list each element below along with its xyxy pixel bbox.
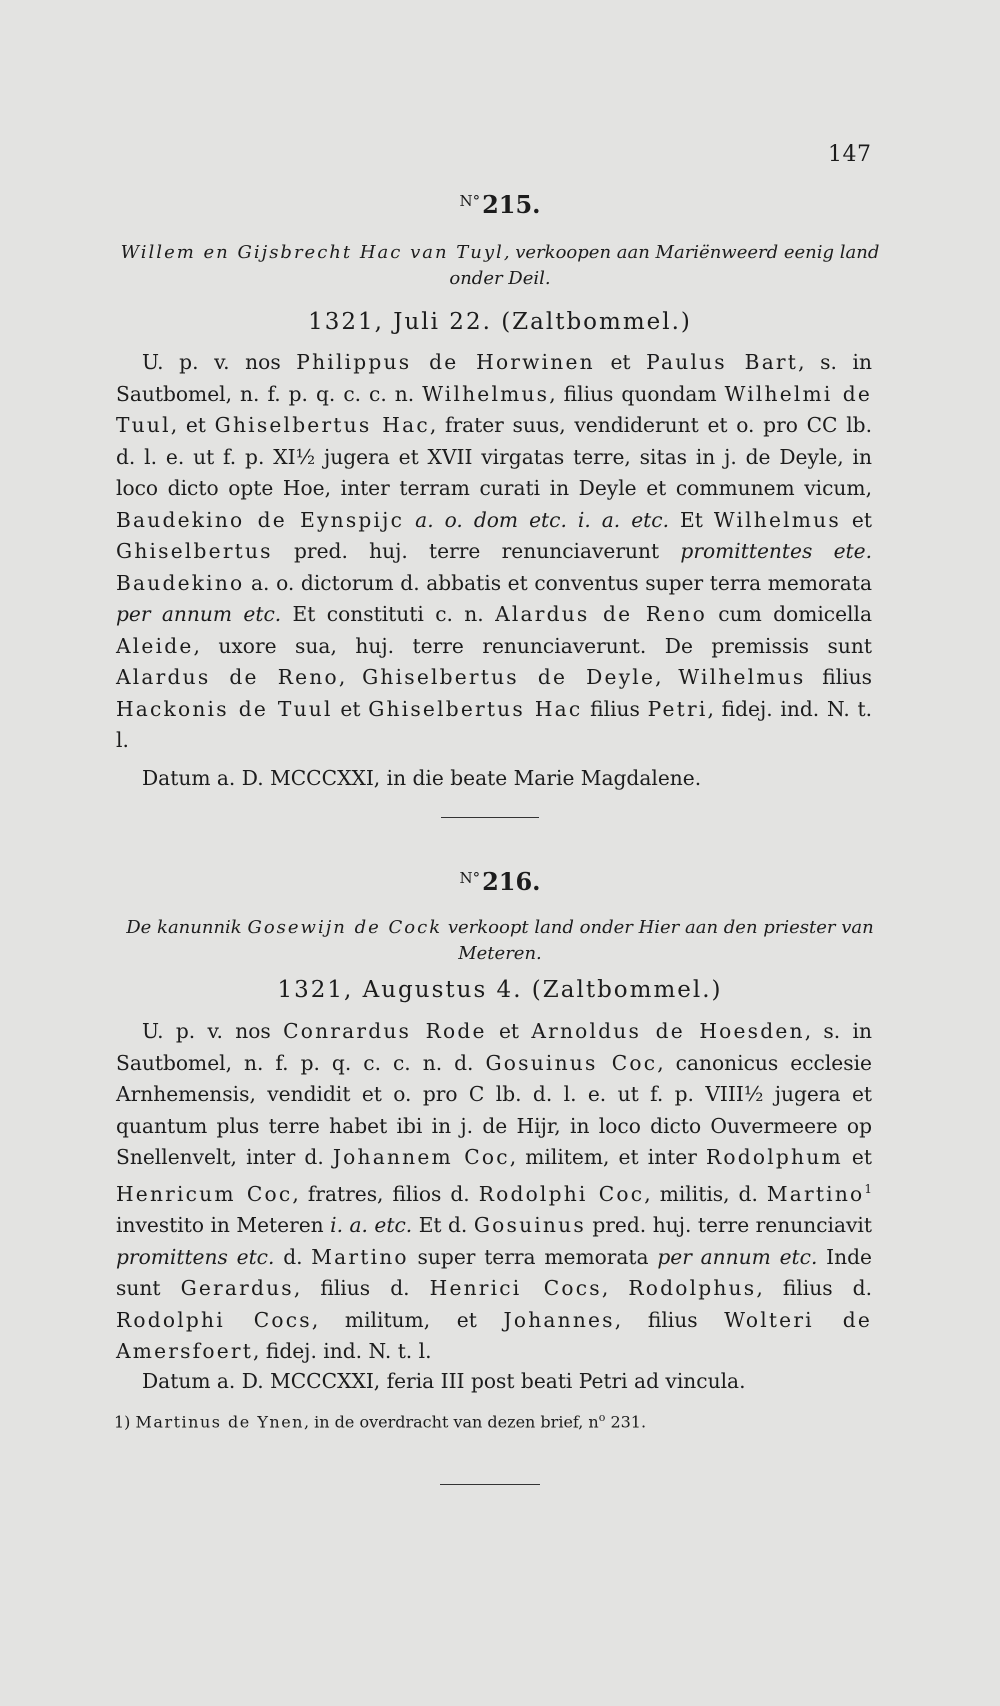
- charter-body-215: U. p. v. nos Philippus de Horwinen et Paulus Bart, s. in Sautbomel, n. f. p. q. c. c. n. Wilhelmus, filius quondam Wilhelmi de Tuul, et Ghiselbertus Hac, frater suus, vendiderunt et o. pro CC lb. d. l. e. ut f. p. XI½ jugera et XVII virgatas terre, sitas in j. de Deyle, in loco dicto opte Hoe, inter terram curati in Deyle et communem vicum, Baudekino de Eynspijc a. o. dom etc. i. a. etc. Et Wilhelmus et Ghiselbertus pred. huj. terre renunciaverunt promittentes ete. Baudekino a. o. dictorum d. abbatis et conventus super terra memorata per annum etc. Et constituti c. n. Alardus de Reno cum domicella Aleide, uxore sua, huj. terre renunciaverunt. De premissis sunt Alardus de Reno, Ghiselbertus de Deyle, Wilhelmus filius Hackonis de Tuul et Ghiselbertus Hac filius Petri, fidej. ind. N. t. l.: [116, 350, 873, 752]
- charter-summary-216: De kanunnik Gosewijn de Cock verkoopt land onder Hier aan den priester van Meteren.: [126, 917, 874, 964]
- charter-summary-215: [116, 240, 884, 292]
- charter-number: 216.: [482, 867, 541, 896]
- footnote-marker: 1: [864, 1181, 873, 1196]
- charter-heading-215: [0, 190, 1000, 219]
- charter-number-prefix: N°: [459, 869, 481, 887]
- charter-datum-216: Datum a. D. MCCCXXI, feria III post beati Petri ad vincula.: [142, 1369, 746, 1393]
- charter-date-215: 1321, Juli 22. (Zaltbommel.): [308, 309, 692, 335]
- summary-names: Willem en Gijsbrecht Hac van Tuyl: [120, 242, 504, 263]
- section-divider: [440, 1484, 540, 1485]
- summary-text: , verkoopen aan Mariënweerd eenig land onder Deil.: [449, 242, 880, 289]
- charter-datum-215: Datum a. D. MCCCXXI, in die beate Marie Magdalene.: [142, 766, 702, 790]
- charter-date-216: 1321, Augustus 4. (Zaltbommel.): [277, 977, 723, 1003]
- charter-number: 215.: [482, 190, 541, 219]
- charter-number-prefix: N°: [459, 192, 481, 210]
- charter-body-216: U. p. v. nos Conrardus Rode et Arnoldus de Hoesden, s. in Sautbomel, n. f. p. q. c. c. n. d. Gosuinus Coc, canonicus ecclesie Arnhemensis, vendidit et o. pro C lb. d. l. e. ut f. p. VIII½ jugera et quantum plus terre habet ibi in j. de Hijr, in loco dicto Ouvermeere op Snellenvelt, inter d. Johannem Coc, militem, et inter Rodolphum et Henricum Coc, fratres, filios d. Rodolphi Coc, militis, d. Martino$^1$ investito in Meteren i. a. etc. Et d. Gosuinus pred. huj. terre renunciavit promittens etc. d. Martino super terra memorata per annum etc. Inde sunt Gerardus, filius d. Henrici Cocs, Rodolphus, filius d. Rodolphi Cocs, militum, et Johannes, filius Wolteri de Amersfoert, fidej. ind. N. t. l.: [116, 1019, 873, 1363]
- charter-heading-216: [0, 867, 1000, 896]
- footnote: 1) Martinus de Ynen, in de overdracht van dezen brief, $n^o$ 231.: [114, 1411, 647, 1432]
- section-divider: [441, 817, 539, 818]
- page-number: 147: [828, 142, 872, 167]
